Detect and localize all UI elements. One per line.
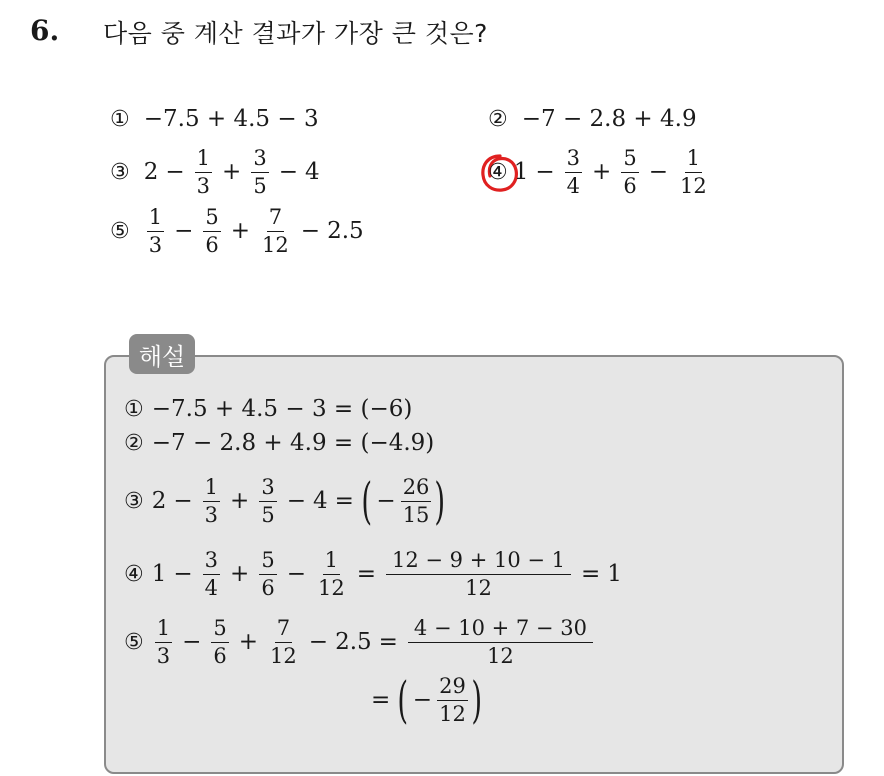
option-5-term: 2.5 [327, 218, 364, 245]
option-4-term: 1 [513, 159, 529, 186]
denominator: 12 [262, 232, 289, 257]
left-paren: ( [397, 671, 409, 730]
denominator: 12 [317, 575, 345, 600]
plus-sign: + [230, 488, 250, 515]
solution-line-3 [124, 472, 446, 531]
minus-sign: − [182, 629, 202, 656]
option-2[interactable] [488, 106, 697, 132]
denominator: 3 [156, 643, 171, 668]
solution-4-label: ④ [124, 561, 144, 587]
minus-sign: − [278, 159, 298, 186]
denominator: 3 [196, 173, 211, 198]
solution-4-term: 1 [151, 561, 167, 588]
combined-fraction [386, 549, 571, 599]
solution-line-4 [124, 549, 622, 599]
minus-sign: − [412, 687, 433, 714]
equals-sign: = [378, 629, 398, 656]
numerator: 3 [259, 476, 276, 502]
right-paren: ) [434, 472, 446, 531]
fraction [203, 549, 220, 599]
question-number: 6. [30, 14, 60, 47]
denominator: 6 [261, 575, 275, 600]
numerator: 1 [685, 147, 702, 173]
numerator: 3 [203, 549, 220, 575]
numerator: 1 [155, 617, 172, 643]
numerator: 1 [323, 549, 340, 575]
fraction [211, 617, 228, 667]
numerator: 3 [251, 147, 268, 173]
minus-sign: − [173, 561, 193, 588]
fraction [259, 549, 276, 599]
numerator: 1 [147, 206, 164, 232]
denominator: 12 [270, 643, 297, 668]
plus-sign: + [592, 159, 612, 186]
solution-line-5-result [364, 671, 482, 730]
numerator: 5 [259, 549, 276, 575]
fraction [260, 206, 291, 256]
denominator: 12 [465, 575, 492, 600]
numerator: 5 [211, 617, 228, 643]
option-1-expression: −7.5 + 4.5 − 3 [143, 106, 319, 132]
option-2-label: ② [488, 106, 508, 132]
fraction [203, 476, 220, 526]
solution-5-label: ⑤ [124, 629, 144, 655]
question-text: 다음 중 계산 결과가 가장 큰 것은? [103, 19, 488, 48]
denominator: 4 [204, 575, 219, 600]
minus-sign: − [535, 159, 555, 186]
denominator: 12 [439, 701, 466, 726]
minus-sign: − [308, 629, 329, 656]
option-5-label: ⑤ [110, 218, 130, 244]
numerator: 7 [267, 206, 284, 232]
equals-sign: = [334, 488, 354, 515]
denominator: 6 [623, 173, 637, 198]
right-paren: ) [471, 671, 482, 730]
fraction [147, 206, 164, 256]
solution-2-label: ② [124, 430, 144, 456]
plus-sign: + [230, 218, 251, 245]
denominator: 5 [261, 502, 275, 527]
fraction [678, 147, 709, 197]
result-fraction [401, 476, 432, 526]
denominator: 12 [679, 173, 707, 198]
option-3-term: 2 [143, 159, 159, 186]
solution-1-expression: −7.5 + 4.5 − 3 = (−6) [151, 396, 413, 422]
denominator: 15 [402, 502, 430, 527]
denominator: 5 [253, 173, 267, 198]
numerator: 1 [195, 147, 212, 173]
result-fraction [437, 675, 468, 725]
option-4[interactable] [488, 147, 712, 197]
numerator: 3 [565, 147, 582, 173]
left-paren: ( [361, 472, 373, 531]
minus-sign: − [165, 159, 185, 186]
solution-3-term: 4 [312, 488, 328, 515]
option-1-label: ① [110, 106, 130, 132]
plus-sign: + [222, 159, 242, 186]
numerator: 5 [621, 147, 638, 173]
solution-2-expression: −7 − 2.8 + 4.9 = (−4.9) [151, 430, 435, 456]
numerator: 12 − 9 + 10 − 1 [386, 549, 571, 575]
option-5[interactable] [110, 206, 364, 256]
equals-sign: = [581, 561, 601, 588]
minus-sign: − [286, 561, 306, 588]
option-2-expression: −7 − 2.8 + 4.9 [521, 106, 697, 132]
fraction [155, 617, 172, 667]
denominator: 6 [205, 232, 219, 257]
denominator: 3 [148, 232, 163, 257]
combined-fraction [408, 617, 593, 667]
solution-3-term: 2 [151, 488, 167, 515]
minus-sign: − [174, 218, 194, 245]
solution-line-5 [124, 617, 596, 667]
numerator: 26 [401, 476, 432, 502]
fraction [316, 549, 347, 599]
option-3-label: ③ [110, 159, 130, 185]
solution-line-1 [124, 396, 412, 422]
minus-sign: − [648, 159, 668, 186]
denominator: 6 [213, 643, 227, 668]
minus-sign: − [300, 218, 321, 245]
plus-sign: + [230, 561, 250, 588]
solution-4-result: 1 [607, 561, 622, 588]
option-4-label: ④ [488, 159, 508, 185]
denominator: 4 [566, 173, 581, 198]
option-3[interactable] [110, 147, 320, 197]
fraction [268, 617, 299, 667]
solution-tag: 해설 [129, 334, 195, 374]
fraction [195, 147, 212, 197]
fraction [251, 147, 268, 197]
plus-sign: + [238, 629, 259, 656]
numerator: 4 − 10 + 7 − 30 [408, 617, 593, 643]
solution-1-label: ① [124, 396, 144, 422]
numerator: 1 [203, 476, 220, 502]
solution-3-label: ③ [124, 488, 144, 514]
minus-sign: − [173, 488, 193, 515]
equals-sign: = [371, 687, 391, 714]
minus-sign: − [286, 488, 306, 515]
numerator: 5 [203, 206, 220, 232]
denominator: 3 [204, 502, 219, 527]
denominator: 12 [487, 643, 514, 668]
fraction [259, 476, 276, 526]
solution-5-term: 2.5 [335, 629, 372, 656]
option-3-term: 4 [304, 159, 320, 186]
option-1[interactable] [110, 106, 319, 132]
fraction [621, 147, 638, 197]
numerator: 7 [275, 617, 292, 643]
solution-line-2 [124, 430, 434, 456]
numerator: 29 [437, 675, 468, 701]
fraction [565, 147, 582, 197]
equals-sign: = [356, 561, 376, 588]
minus-sign: − [376, 488, 396, 515]
fraction [203, 206, 220, 256]
